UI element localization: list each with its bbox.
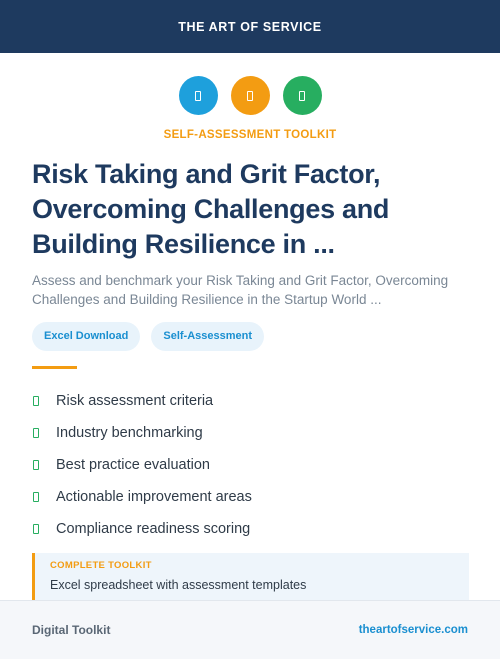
feature-label: Risk assessment criteria — [56, 393, 214, 409]
feature-label: Industry benchmarking — [56, 425, 203, 441]
feature-label: Actionable improvement areas — [56, 489, 252, 505]
callout-heading: COMPLETE TOOLKIT — [50, 560, 152, 571]
footer-label: Digital Toolkit — [32, 623, 111, 637]
icon-row — [0, 76, 500, 115]
check-icon — [33, 460, 39, 470]
feature-item — [32, 513, 252, 545]
description: Assess and benchmark your Risk Taking and Grit Factor, Overcoming Challenges and Building Resilience in the Startup World ... — [32, 273, 449, 307]
brand-name: THE ART OF SERVICE — [178, 19, 322, 34]
kicker-label: SELF-ASSESSMENT TOOLKIT — [163, 129, 337, 141]
top-banner — [0, 0, 500, 53]
tag-excel-download: Excel Download — [32, 322, 140, 351]
footer — [0, 600, 500, 659]
blue-doc-icon — [179, 76, 218, 115]
toolkit-callout — [32, 553, 469, 601]
website-link[interactable]: theartofservice.com — [358, 624, 468, 636]
check-icon — [33, 428, 39, 438]
feature-item — [32, 417, 252, 449]
check-icon — [33, 396, 39, 406]
tag-self-assessment: Self-Assessment — [151, 322, 264, 351]
green-doc-icon — [283, 76, 322, 115]
feature-item — [32, 449, 252, 481]
feature-item — [32, 481, 252, 513]
feature-item — [32, 385, 252, 417]
accent-divider — [32, 366, 77, 369]
feature-label: Best practice evaluation — [56, 457, 210, 473]
check-icon — [33, 524, 39, 534]
callout-body: Excel spreadsheet with assessment templates — [50, 578, 307, 592]
page-title: Risk Taking and Grit Factor, Overcoming Challenges and Building Resilience in ... — [32, 159, 390, 259]
check-icon — [33, 492, 39, 502]
feature-list — [32, 385, 252, 545]
orange-doc-icon — [231, 76, 270, 115]
tag-list — [32, 322, 264, 351]
feature-label: Compliance readiness scoring — [56, 521, 251, 537]
